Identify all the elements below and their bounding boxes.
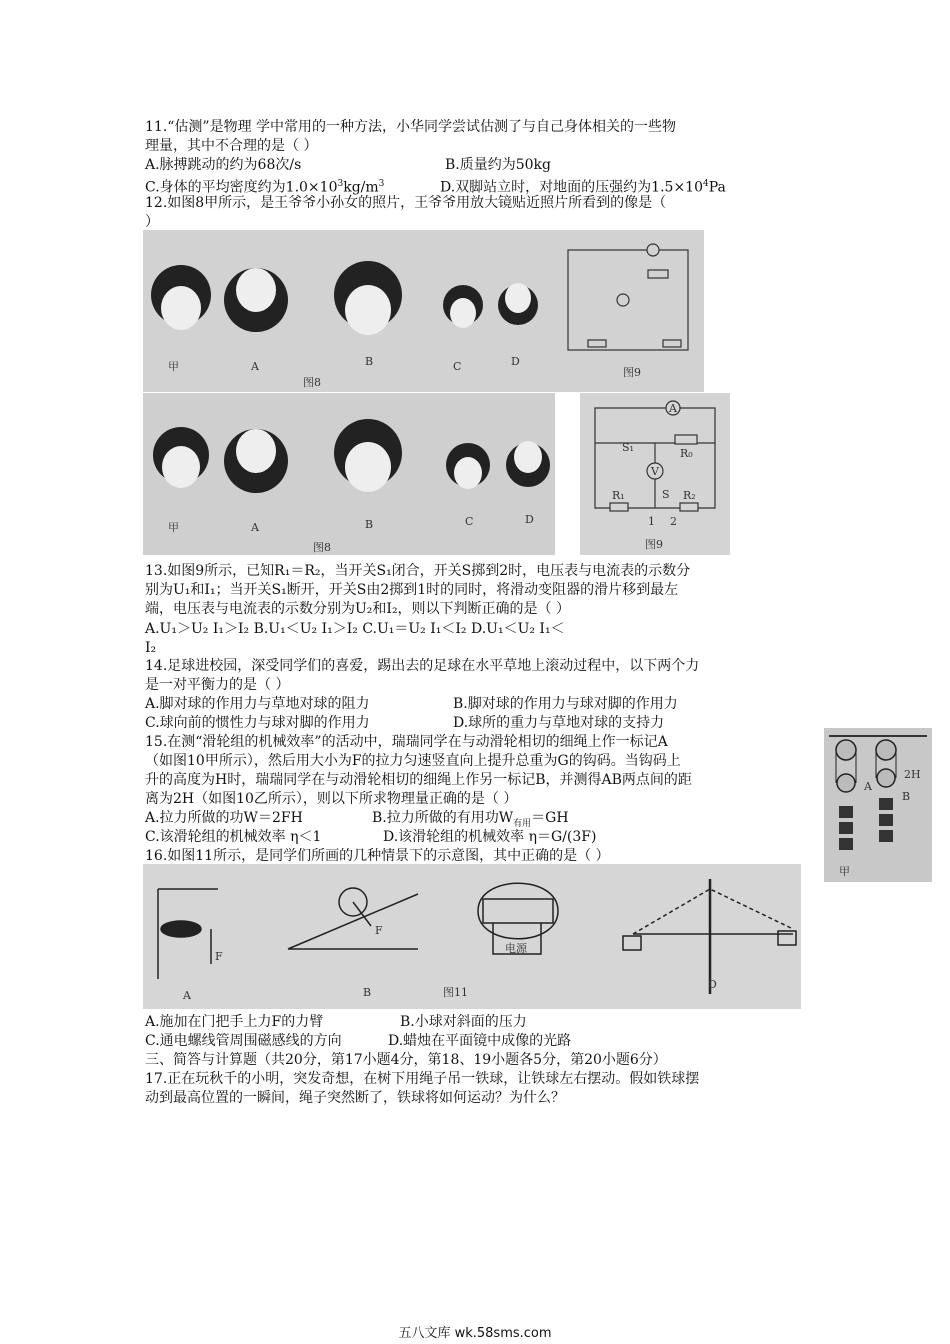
- q16-option-a: A.施加在门把手上力F的力臂: [145, 1014, 324, 1030]
- fig9-caption: 图9: [623, 366, 641, 379]
- fig11-label-power: 电源: [505, 942, 527, 955]
- fig8b-label-jia: 甲: [168, 521, 179, 534]
- fig11-label-a: A: [183, 989, 191, 1002]
- q12-line1: 12.如图8甲所示，是王爷爷小孙女的照片，王爷爷用放大镜贴近照片所看到的像是（: [145, 195, 667, 211]
- fig8-caption: 图8: [303, 376, 321, 389]
- fig8-label-jia: 甲: [168, 360, 179, 373]
- fig11-label-d: D: [708, 978, 717, 991]
- fig9-label-r1: R₁: [612, 489, 625, 502]
- fig8b-label-d: D: [525, 513, 534, 526]
- fig11-label-f2: F: [375, 924, 383, 937]
- figure-10: [824, 728, 932, 882]
- q15-option-b: B.拉力所做的有用功$W_{有用}=GH$: [372, 810, 569, 829]
- q13-options: A.U₁＞U₂ I₁＞I₂ B.U₁＜U₂ I₁＞I₂ C.U₁＝U₂ I₁＜I₂ D.U₁＜U₂ I₁＜: [145, 621, 565, 637]
- fig10-label-b: B: [902, 790, 911, 803]
- q11-option-d: D.双脚站立时，对地面的压强约为$1.5\times 10^4Pa$: [440, 179, 726, 196]
- fig10-label-jia: 甲: [839, 865, 850, 878]
- q14-line1: 14.足球进校园，深受同学们的喜爱，踢出去的足球在水平草地上滚动过程中，以下两个力: [145, 658, 700, 674]
- q12-line2: ）: [145, 214, 159, 230]
- fig11-label-b: B: [363, 986, 372, 999]
- q13-line1: 13.如图9所示，已知R₁＝R₂，当开关S₁闭合，开关S掷到2时，电压表与电流表的示数分: [145, 563, 691, 579]
- q17-line1: 17.正在玩秋千的小明，突发奇想，在树下用绳子吊一铁球，让铁球左右摆动。假如铁球摆: [145, 1071, 700, 1087]
- q14-line2: 是一对平衡力的是（ ）: [145, 677, 290, 693]
- q15-option-d: D.该滑轮组的机械效率 η＝G/(3F): [383, 829, 597, 845]
- q17-line2: 动到最高位置的一瞬间，绳子突然断了，铁球将如何运动？为什么？: [145, 1090, 565, 1106]
- q11-option-b: B.质量约为50kg: [445, 157, 551, 173]
- fig8-label-a: A: [251, 360, 259, 373]
- figure-8-9-strip: [143, 230, 704, 392]
- q14-option-b: B.脚对球的作用力与球对脚的作用力: [453, 696, 678, 712]
- fig8-label-d: D: [511, 355, 520, 368]
- fig9-voltmeter: V: [651, 465, 659, 478]
- q16-option-c: C.通电螺线管周围磁感线的方向: [145, 1033, 342, 1049]
- fig8-label-c: C: [453, 360, 462, 373]
- q13-line2: 别为U₁和I₁；当开关S₁断开，开关S由2掷到1时的同时，将滑动变阻器的滑片移到最左: [145, 582, 679, 598]
- footer-watermark[interactable]: 五八文库 wk.58sms.com: [398, 1326, 552, 1341]
- q11-option-a: A.脉搏跳动的约为68次/s: [145, 157, 302, 173]
- figure-11: [143, 864, 801, 1009]
- q11-line2: 理量，其中不合理的是（ ）: [145, 138, 318, 154]
- q16-option-d: D.蜡烛在平面镜中成像的光路: [388, 1033, 572, 1049]
- fig9-label-s1: S₁: [622, 441, 634, 454]
- q15-option-a: A.拉力所做的功W＝2FH: [145, 810, 303, 826]
- q15-line2: （如图10甲所示），然后用大小为F的拉力匀速竖直向上提升总重为G的钩码。当钩码上: [145, 753, 681, 769]
- fig8b-label-c: C: [465, 515, 474, 528]
- fig9-label-r0: R₀: [680, 447, 693, 460]
- q13-options-tail: I₂: [145, 640, 157, 656]
- fig8b-caption: 图8: [313, 541, 331, 554]
- fig11-label-f1: F: [215, 950, 223, 963]
- fig11-caption: 图11: [443, 986, 468, 999]
- fig8b-label-a: A: [251, 521, 259, 534]
- q14-option-d: D.球所的重力与草地对球的支持力: [453, 715, 665, 731]
- fig8b-label-b: B: [365, 518, 374, 531]
- fig10-label-2h: 2H: [904, 768, 921, 781]
- fig9-label-2: 2: [670, 515, 677, 528]
- q15-line1: 15.在测“滑轮组的机械效率”的活动中，瑞瑞同学在与动滑轮相切的细绳上作一标记A: [145, 734, 668, 750]
- figure-8: [143, 393, 555, 555]
- figure-9: [580, 393, 730, 555]
- q14-option-c: C.球向前的惯性力与球对脚的作用力: [145, 715, 370, 731]
- fig9-label-1: 1: [648, 515, 655, 528]
- q14-option-a: A.脚对球的作用力与草地对球的阻力: [145, 696, 370, 712]
- q13-line3: 端，电压表与电流表的示数分别为U₂和I₂，则以下判断正确的是（ ）: [145, 601, 571, 617]
- q15-line3: 升的高度为H时，瑞瑞同学在与动滑轮相切的细绳上作另一标记B，并测得AB两点间的距: [145, 772, 692, 788]
- q15-line4: 离为2H（如图10乙所示），则以下所求物理量正确的是（ ）: [145, 791, 518, 807]
- q16-line1: 16.如图11所示，是同学们所画的几种情景下的示意图，其中正确的是（ ）: [145, 848, 610, 864]
- section-3-heading: 三、简答与计算题（共20分，第17小题4分，第18、19小题各5分，第20小题6分）: [145, 1052, 667, 1068]
- q15-option-c: C.该滑轮组的机械效率 η＜1: [145, 829, 322, 845]
- fig9-caption-2: 图9: [645, 538, 663, 551]
- q11-option-c: C.身体的平均密度约为$1.0\times 10^3kg/m^3$: [145, 179, 385, 196]
- fig9-label-s: S: [662, 488, 670, 501]
- q11-line1: 11.“估测”是物理 学中常用的一种方法，小华同学尝试估测了与自己身体相关的一些物: [145, 119, 677, 135]
- fig10-label-a: A: [864, 780, 872, 793]
- fig9-ammeter: A: [669, 402, 677, 415]
- fig8-label-b: B: [365, 355, 374, 368]
- q16-option-b: B.小球对斜面的压力: [400, 1014, 527, 1030]
- fig9-label-r2: R₂: [683, 489, 696, 502]
